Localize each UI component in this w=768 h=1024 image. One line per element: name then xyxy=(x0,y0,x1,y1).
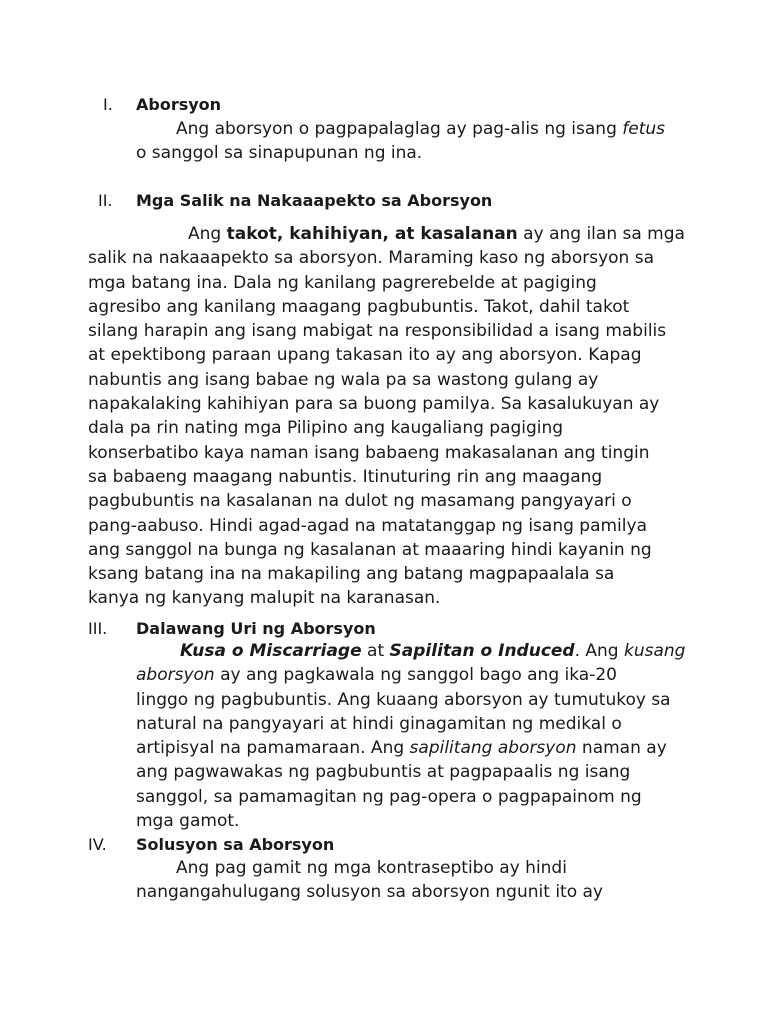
text-run: fetus xyxy=(622,119,666,139)
section-4-numeral: IV. xyxy=(88,835,107,854)
text-run: kanya ng kanyang malupit na karanasan. xyxy=(88,588,441,609)
paragraph-line xyxy=(136,117,665,141)
text-run: napakalaking kahihiyan para sa buong pamilya. Sa kasalukuyan ay xyxy=(88,394,660,415)
paragraph-line xyxy=(88,465,685,489)
text-run: Kusa o Miscarriage xyxy=(180,641,362,661)
paragraph-line xyxy=(88,562,685,586)
text-run: Ang pag gamit ng mga kontraseptibo ay hindi xyxy=(176,858,567,878)
paragraph-line xyxy=(88,246,685,270)
text-run: agresibo ang kanilang maagang pagbubuntis. Takot, dahil takot xyxy=(88,296,630,317)
text-run: takot, kahihiyan, at kasalanan xyxy=(226,224,518,244)
paragraph-line xyxy=(136,856,603,880)
text-run: Sapilitan o Induced xyxy=(389,641,575,661)
paragraph-line xyxy=(88,538,685,562)
text-run: sapilitang aborsyon xyxy=(409,738,577,759)
text-run: natural na pangyayari at hindi ginagamitan ng medikal o xyxy=(136,713,622,734)
paragraph-line xyxy=(88,586,685,610)
section-3-paragraph xyxy=(136,639,685,833)
section-4-paragraph xyxy=(136,856,603,905)
section-4-title: Solusyon sa Aborsyon xyxy=(136,835,335,854)
paragraph-line xyxy=(88,222,685,246)
section-2-title: Mga Salik na Nakaaapekto sa Aborsyon xyxy=(136,191,493,210)
section-2-numeral: II. xyxy=(98,191,113,210)
paragraph-line xyxy=(136,880,603,904)
text-run: linggo ng pagbubuntis. Ang kuaang aborsyon ay tumutukoy sa xyxy=(136,689,671,710)
text-run: mga batang ina. Dala ng kanilang pagrerebelde at pagiging xyxy=(88,272,597,293)
text-run: Ang xyxy=(188,224,227,244)
paragraph-line xyxy=(88,368,685,392)
paragraph-line xyxy=(136,785,685,809)
text-run: at xyxy=(361,641,390,661)
text-run: kusang xyxy=(624,641,686,661)
paragraph-line xyxy=(136,688,685,712)
paragraph-line xyxy=(88,295,685,319)
text-run: ay ang pagkawala ng sanggol bago ang ika-20 xyxy=(214,665,617,686)
paragraph-line xyxy=(88,392,685,416)
paragraph-line xyxy=(136,760,685,784)
paragraph-line xyxy=(88,489,685,513)
paragraph-line xyxy=(88,271,685,295)
section-1-title: Aborsyon xyxy=(136,95,222,114)
text-run: Ang aborsyon o pagpapalaglag ay pag-alis ng isang xyxy=(176,119,623,139)
text-run: nabuntis ang isang babae ng wala pa sa wastong gulang ay xyxy=(88,369,599,390)
text-run: ang pagwawakas ng pagbubuntis at pagpapaalis ng isang xyxy=(136,762,631,783)
text-run: ay ang ilan sa mga xyxy=(517,224,685,244)
text-run: nangangahulugang solusyon sa aborsyon ngunit ito ay xyxy=(136,882,603,903)
text-run: sanggol, sa pamamagitan ng pag-opera o pagpapainom ng xyxy=(136,786,642,807)
paragraph-line xyxy=(136,736,685,760)
text-run: at epektibong paraan upang takasan ito ay ang aborsyon. Kapag xyxy=(88,345,642,366)
text-run: aborsyon xyxy=(136,665,215,686)
text-run: mga gamot. xyxy=(136,811,240,832)
section-1-numeral: I. xyxy=(103,95,113,114)
text-run: . Ang xyxy=(574,641,624,661)
text-run: o sanggol sa sinapupunan ng ina. xyxy=(136,143,423,164)
section-1-paragraph xyxy=(136,117,665,166)
text-run: naman ay xyxy=(576,738,667,759)
text-run: pang-aabuso. Hindi agad-agad na matatanggap ng isang pamilya xyxy=(88,515,647,536)
section-2-paragraph xyxy=(88,222,685,611)
section-3-title: Dalawang Uri ng Aborsyon xyxy=(136,619,376,638)
text-run: artipisyal na pamamaraan. Ang xyxy=(136,738,410,759)
text-run: ang sanggol na bunga ng kasalanan at maaaring hindi kayanin ng xyxy=(88,539,652,560)
text-run: silang harapin ang isang mabigat na responsibilidad a isang mabilis xyxy=(88,321,667,342)
paragraph-line xyxy=(136,639,685,663)
paragraph-line xyxy=(136,141,665,165)
paragraph-line xyxy=(136,712,685,736)
paragraph-line xyxy=(88,343,685,367)
text-run: salik na nakaaapekto sa aborsyon. Maraming kaso ng aborsyon sa xyxy=(88,248,655,269)
paragraph-line xyxy=(88,319,685,343)
paragraph-line xyxy=(88,514,685,538)
paragraph-line xyxy=(136,663,685,687)
text-run: sa babaeng maagang nabuntis. Itinuturing rin ang maagang xyxy=(88,466,603,487)
paragraph-line xyxy=(88,441,685,465)
paragraph-line xyxy=(136,809,685,833)
text-run: dala pa rin nating mga Pilipino ang kaugaliang pagiging xyxy=(88,418,564,439)
text-run: ksang batang ina na makapiling ang batang magpapaalala sa xyxy=(88,564,615,585)
section-3-numeral: III. xyxy=(88,619,108,638)
text-run: konserbatibo kaya naman isang babaeng makasalanan ang tingin xyxy=(88,442,650,463)
paragraph-line xyxy=(88,416,685,440)
text-run: pagbubuntis na kasalanan na dulot ng masamang pangyayari o xyxy=(88,491,632,512)
